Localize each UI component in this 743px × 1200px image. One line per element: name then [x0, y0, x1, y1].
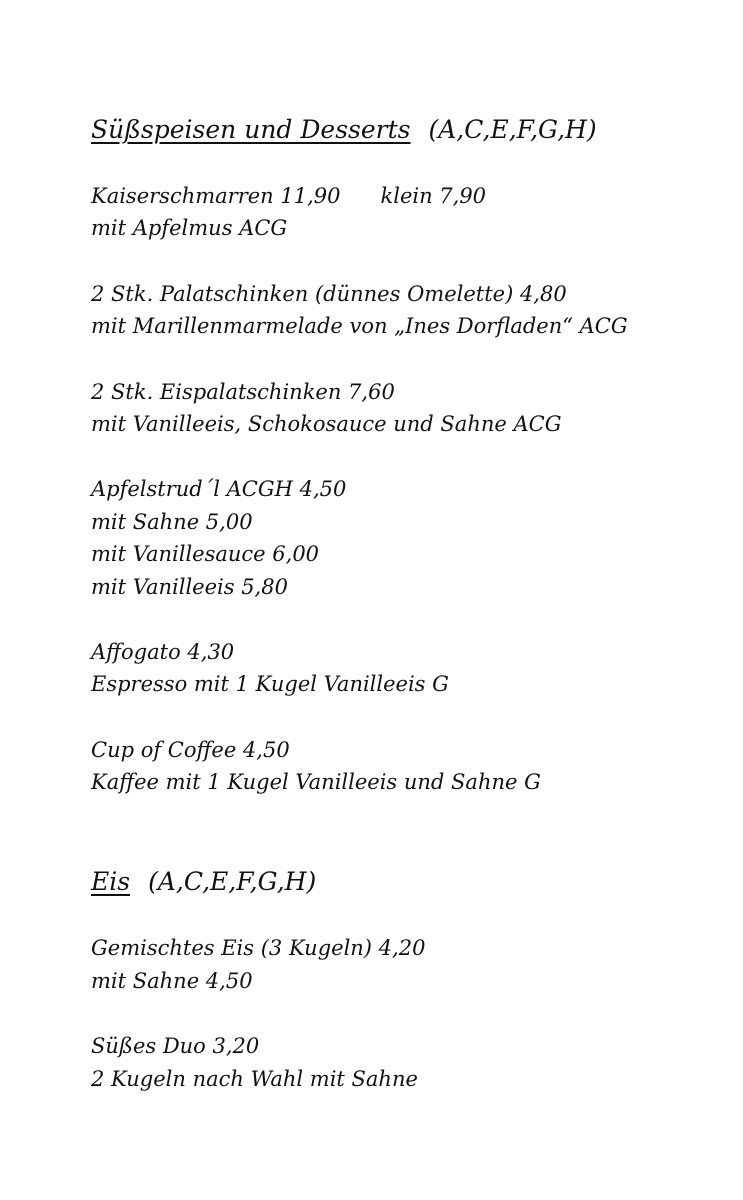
menu-item-line: Gemischtes Eis (3 Kugeln) 4,20 — [91, 936, 426, 961]
menu-item-affogato — [91, 636, 731, 701]
menu-item-palatschinken — [91, 278, 731, 343]
menu-item-line: mit Sahne 5,00 — [91, 509, 253, 534]
menu-item-suesses-duo — [91, 1030, 731, 1095]
menu-item-line: Süßes Duo 3,20 — [91, 1034, 260, 1059]
menu-item-line: mit Vanilleeis 5,80 — [91, 574, 288, 599]
menu-item-line: 2 Stk. Eispalatschinken 7,60 — [91, 379, 395, 404]
menu-item-kaiserschmarren — [91, 180, 731, 245]
menu-item-line: Kaffee mit 1 Kugel Vanilleeis und Sahne G — [91, 770, 541, 795]
section-title: Süßspeisen und Desserts — [91, 115, 411, 144]
menu-item-eispalatschinken — [91, 376, 731, 441]
menu-item-line: Espresso mit 1 Kugel Vanilleeis G — [91, 672, 449, 697]
menu-item-line: 2 Stk. Palatschinken (dünnes Omelette) 4,80 — [91, 281, 567, 306]
menu-item-line: Kaiserschmarren 11,90 klein 7,90 — [91, 184, 487, 208]
menu-item-line: mit Sahne 4,50 — [91, 968, 253, 993]
menu-page — [91, 112, 731, 1095]
section-allergens: (A,C,E,F,G,H) — [148, 867, 317, 897]
section-title: Eis — [91, 867, 131, 897]
menu-item-line: Affogato 4,30 — [91, 639, 235, 664]
menu-item-apfelstrudel — [91, 473, 731, 603]
menu-item-line: mit Marillenmarmelade von „Ines Dorfladen“ ACG — [91, 314, 628, 339]
section-header-eis — [91, 864, 731, 900]
menu-item-line: 2 Kugeln nach Wahl mit Sahne — [91, 1066, 418, 1091]
section-header-desserts — [91, 112, 731, 148]
menu-item-line: mit Apfelmus ACG — [91, 216, 288, 241]
menu-item-line: Cup of Coffee 4,50 — [91, 737, 290, 762]
menu-item-line: Apfelstrud´l ACGH 4,50 — [91, 477, 347, 502]
menu-item-line: mit Vanilleeis, Schokosauce und Sahne ACG — [91, 411, 562, 436]
menu-item-cup-of-coffee — [91, 734, 731, 799]
menu-item-small-portion: klein 7,90 — [380, 184, 487, 208]
menu-item-line: mit Vanillesauce 6,00 — [91, 542, 320, 567]
menu-item-gemischtes-eis — [91, 932, 731, 997]
section-allergens: (A,C,E,F,G,H) — [428, 115, 597, 144]
